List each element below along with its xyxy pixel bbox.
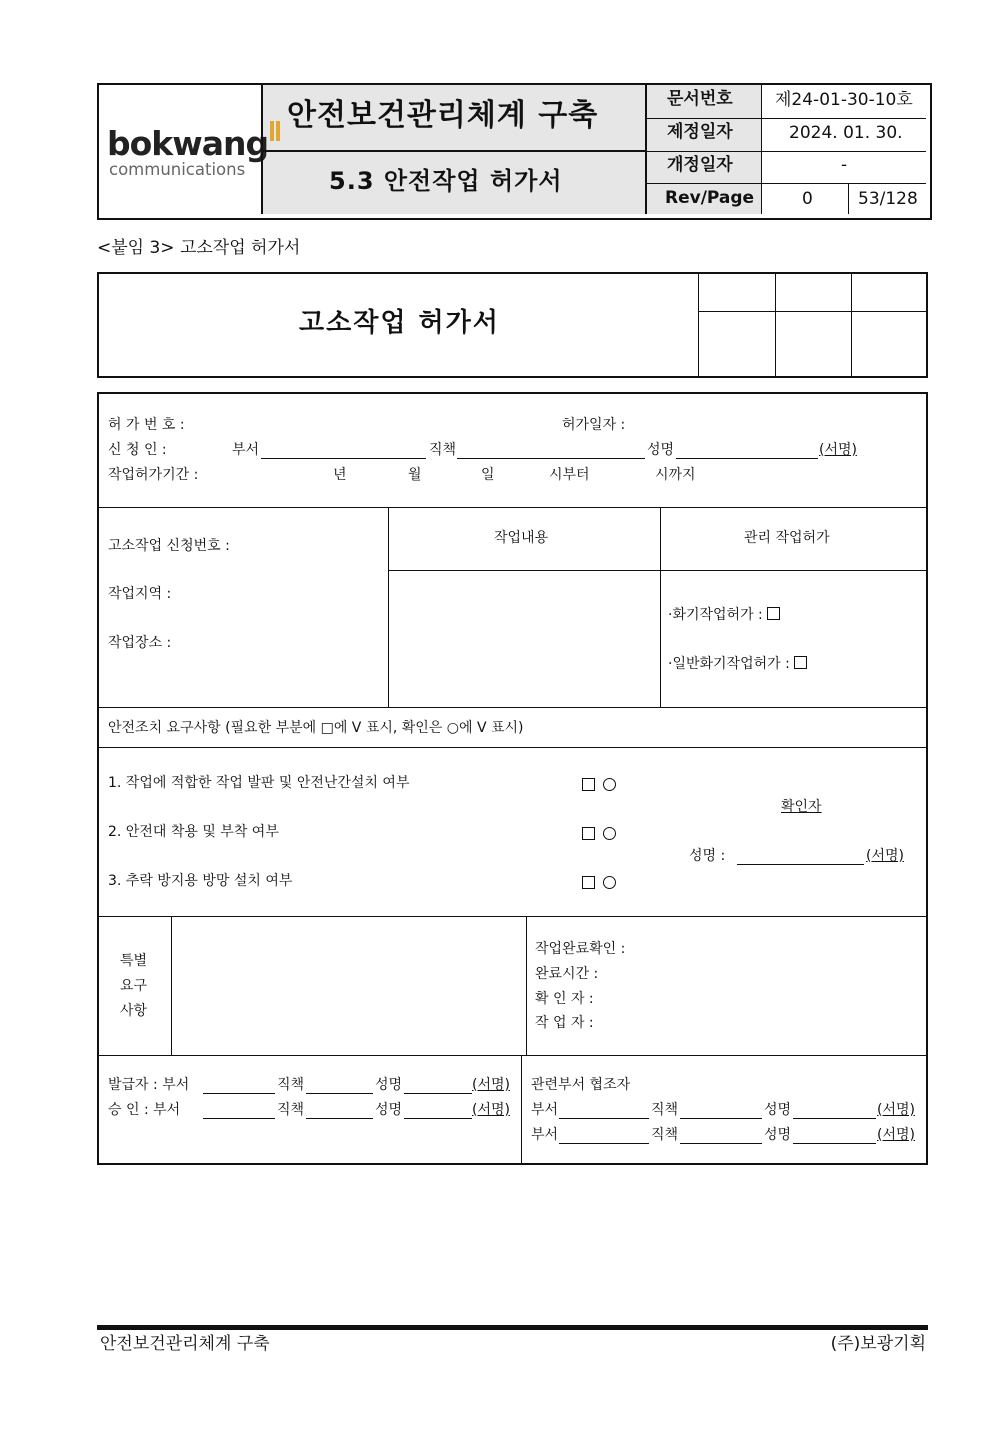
coop-title: 관련부서 협조자 bbox=[531, 1077, 631, 1093]
issuer-label: 발급자 : 부서 bbox=[108, 1077, 190, 1093]
established-date-label: 제정일자 bbox=[667, 122, 733, 142]
form-title-box bbox=[97, 272, 928, 378]
footer-left: 안전보건관리체계 구축 bbox=[100, 1334, 270, 1354]
coop2-dept-label: 부서 bbox=[531, 1127, 559, 1143]
coop1-position-field[interactable] bbox=[680, 1104, 762, 1119]
safety-checkbox-3[interactable] bbox=[582, 876, 595, 889]
completion-label: 작업완료확인 : bbox=[535, 941, 626, 957]
attachment-label: <붙임 3> 고소작업 허가서 bbox=[97, 238, 301, 258]
special-label-3: 사항 bbox=[120, 1003, 148, 1019]
applicant-position-field[interactable] bbox=[457, 444, 645, 459]
approver-position-field[interactable] bbox=[306, 1104, 373, 1119]
established-date-value: 2024. 01. 30. bbox=[789, 123, 903, 143]
safety-confirm-1[interactable] bbox=[603, 778, 616, 791]
confirmer-name-label: 성명 : bbox=[689, 848, 726, 864]
coop2-position-field[interactable] bbox=[680, 1129, 762, 1144]
safety-item-3: 3. 추락 방지용 방망 설치 여부 bbox=[108, 873, 293, 889]
work-content-header: 작업내용 bbox=[494, 530, 549, 546]
document-title: 안전보건관리체계 구축 bbox=[287, 98, 599, 133]
safety-item-1: 1. 작업에 적합한 작업 발판 및 안전난간설치 여부 bbox=[108, 775, 410, 791]
approver-label: 승 인 : 부서 bbox=[108, 1102, 181, 1118]
issuer-position-label: 직책 bbox=[277, 1077, 305, 1093]
issuer-dept-field[interactable] bbox=[203, 1079, 275, 1094]
work-area-label: 작업지역 : bbox=[108, 586, 172, 602]
approver-name-label: 성명 bbox=[375, 1102, 403, 1118]
rev-value: 0 bbox=[802, 189, 813, 209]
company-logo: bokwang bbox=[107, 121, 280, 160]
safety-checkbox-1[interactable] bbox=[582, 778, 595, 791]
approver-dept-field[interactable] bbox=[203, 1104, 275, 1119]
confirmer-name-field[interactable] bbox=[737, 850, 864, 865]
safety-check-2 bbox=[582, 827, 616, 843]
confirmer-sign: (서명) bbox=[866, 848, 904, 864]
document-subtitle: 5.3 안전작업 허가서 bbox=[329, 167, 563, 195]
revised-date-value: - bbox=[841, 155, 848, 175]
completion-time-label: 완료시간 : bbox=[535, 966, 599, 982]
coop2-sign: (서명) bbox=[877, 1127, 915, 1143]
permit-form bbox=[97, 392, 928, 1165]
work-period-label: 작업허가기간 : bbox=[108, 467, 199, 483]
applicant-position-label: 직책 bbox=[429, 442, 457, 458]
permit-type-header: 관리 작업허가 bbox=[744, 530, 830, 546]
applicant-dept-label: 부서 bbox=[232, 442, 260, 458]
coop2-dept-field[interactable] bbox=[559, 1129, 649, 1144]
apply-number-label: 고소작업 신청번호 : bbox=[108, 538, 230, 554]
year-label: 년 bbox=[333, 467, 347, 483]
applicant-name-label: 성명 bbox=[647, 442, 675, 458]
issuer-position-field[interactable] bbox=[306, 1079, 373, 1094]
issuer-sign: (서명) bbox=[472, 1077, 510, 1093]
coop1-sign: (서명) bbox=[877, 1102, 915, 1118]
from-label: 시부터 bbox=[549, 467, 590, 483]
footer-right: (주)보광기획 bbox=[830, 1334, 926, 1354]
safety-check-1 bbox=[582, 778, 616, 794]
coop1-position-label: 직책 bbox=[651, 1102, 679, 1118]
worker-label: 작 업 자 : bbox=[535, 1015, 594, 1031]
safety-checkbox-2[interactable] bbox=[582, 827, 595, 840]
checker-label: 확 인 자 : bbox=[535, 991, 594, 1007]
general-work-checkbox[interactable] bbox=[794, 656, 807, 669]
work-place-label: 작업장소 : bbox=[108, 635, 172, 651]
doc-number-value: 제24-01-30-10호 bbox=[775, 90, 913, 110]
coop1-name-label: 성명 bbox=[764, 1102, 792, 1118]
applicant-label: 신 청 인 : bbox=[108, 442, 167, 458]
hot-work-checkbox[interactable] bbox=[767, 607, 780, 620]
document-header bbox=[97, 83, 932, 220]
confirmer-label: 확인자 bbox=[781, 799, 822, 815]
coop2-name-label: 성명 bbox=[764, 1127, 792, 1143]
coop1-dept-label: 부서 bbox=[531, 1102, 559, 1118]
hot-work-permit: ·화기작업허가 : bbox=[668, 607, 780, 622]
coop1-name-field[interactable] bbox=[793, 1104, 876, 1119]
permit-number-label: 허 가 번 호 : bbox=[108, 417, 185, 433]
company-logo-subtitle: communications bbox=[109, 160, 246, 179]
to-label: 시까지 bbox=[655, 467, 696, 483]
approver-sign: (서명) bbox=[472, 1102, 510, 1118]
safety-check-3 bbox=[582, 876, 616, 892]
coop1-dept-field[interactable] bbox=[559, 1104, 649, 1119]
coop2-name-field[interactable] bbox=[793, 1129, 876, 1144]
safety-heading: 안전조치 요구사항 (필요한 부분에 □에 V 표시, 확인은 ○에 V 표시) bbox=[108, 720, 524, 736]
revised-date-label: 개정일자 bbox=[667, 155, 733, 175]
footer-rule bbox=[97, 1325, 928, 1330]
approver-position-label: 직책 bbox=[277, 1102, 305, 1118]
safety-confirm-2[interactable] bbox=[603, 827, 616, 840]
safety-confirm-3[interactable] bbox=[603, 876, 616, 889]
special-label-1: 특별 bbox=[120, 953, 148, 969]
applicant-sign: (서명) bbox=[819, 442, 857, 458]
issuer-name-label: 성명 bbox=[375, 1077, 403, 1093]
approver-name-field[interactable] bbox=[404, 1104, 472, 1119]
safety-item-2: 2. 안전대 착용 및 부착 여부 bbox=[108, 824, 279, 840]
permit-date-label: 허가일자 : bbox=[562, 417, 626, 433]
applicant-dept-field[interactable] bbox=[261, 444, 426, 459]
applicant-name-field[interactable] bbox=[676, 444, 818, 459]
doc-number-label: 문서번호 bbox=[667, 89, 733, 109]
month-label: 월 bbox=[408, 467, 422, 483]
page-value: 53/128 bbox=[858, 189, 918, 209]
general-work-permit: ·일반화기작업허가 : bbox=[668, 656, 807, 671]
form-title: 고소작업 허가서 bbox=[299, 308, 500, 338]
special-label-2: 요구 bbox=[120, 978, 148, 994]
coop2-position-label: 직책 bbox=[651, 1127, 679, 1143]
day-label: 일 bbox=[481, 467, 495, 483]
issuer-name-field[interactable] bbox=[404, 1079, 472, 1094]
rev-page-label: Rev/Page bbox=[665, 188, 755, 208]
